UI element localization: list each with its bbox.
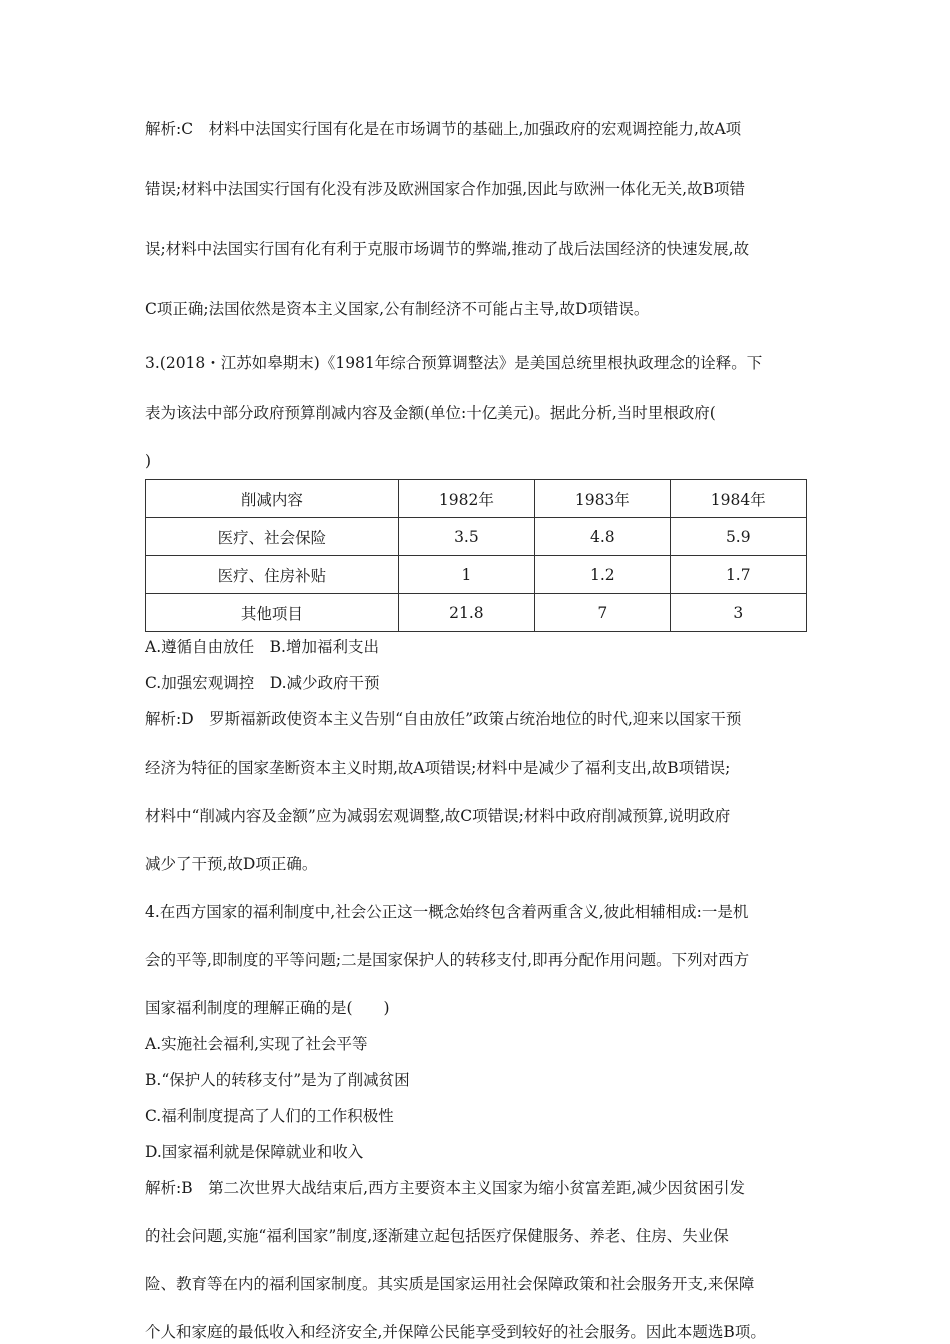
q4-option-line: A.实施社会福利,实现了社会平等 — [145, 1035, 368, 1053]
table-cell: 医疗、社会保险 — [146, 518, 399, 556]
q4-stem-line: 国家福利制度的理解正确的是( ) — [145, 999, 390, 1017]
q4-analysis-line: 的社会问题,实施“福利国家”制度,逐渐建立起包括医疗保健服务、养老、住房、失业保 — [145, 1227, 729, 1245]
q3-options — [145, 636, 810, 694]
budget-cut-table — [145, 479, 807, 632]
table-cell: 医疗、住房补贴 — [146, 556, 399, 594]
q3-analysis-line: 解析:D 罗斯福新政使资本主义告别“自由放任”政策占统治地位的时代,迎来以国家干预 — [145, 710, 742, 728]
q2-analysis-line: 错误;材料中法国实行国有化没有涉及欧洲国家合作加强,因此与欧洲一体化无关,故B项错 — [145, 180, 745, 198]
document-page — [145, 118, 810, 1343]
q3-option-line: C.加强宏观调控 D.减少政府干预 — [145, 674, 380, 692]
q4-analysis-line: 个人和家庭的最低收入和经济安全,并保障公民能享受到较好的社会服务。因此本题选B项。 — [145, 1323, 766, 1341]
table-header-cell: 1982年 — [398, 480, 534, 518]
q4-option-line: B.“保护人的转移支付”是为了削减贫困 — [145, 1071, 410, 1089]
table-row — [146, 594, 807, 632]
table-cell: 1.2 — [535, 556, 670, 594]
table-cell: 4.8 — [535, 518, 670, 556]
q2-analysis-line: 误;材料中法国实行国有化有利于克服市场调节的弊端,推动了战后法国经济的快速发展,故 — [145, 240, 750, 258]
q3-analysis-line: 材料中“削减内容及金额”应为减弱宏观调整,故C项错误;材料中政府削减预算,说明政府 — [145, 807, 731, 825]
q4-analysis-line: 险、教育等在内的福利国家制度。其实质是国家运用社会保障政策和社会服务开支,来保障 — [145, 1275, 755, 1293]
q2-analysis — [145, 118, 810, 320]
table-row — [146, 556, 807, 594]
table-cell: 21.8 — [398, 594, 534, 632]
q3-stem-line: 3.(2018・江苏如皋期末)《1981年综合预算调整法》是美国总统里根执政理念的诠释。下 — [145, 354, 763, 372]
q3-stem-line: 表为该法中部分政府预算削减内容及金额(单位:十亿美元)。据此分析,当时里根政府( — [145, 404, 716, 422]
table-header-row — [146, 480, 807, 518]
q3-option-line: A.遵循自由放任 B.增加福利支出 — [145, 638, 379, 656]
table-header-cell: 削减内容 — [146, 480, 399, 518]
q4-analysis-line: 解析:B 第二次世界大战结束后,西方主要资本主义国家为缩小贫富差距,减少因贫困引发 — [145, 1179, 745, 1197]
table-header-cell: 1984年 — [670, 480, 806, 518]
q4-option-line: D.国家福利就是保障就业和收入 — [145, 1143, 364, 1161]
q4-options — [145, 1033, 810, 1163]
q4-option-line: C.福利制度提高了人们的工作积极性 — [145, 1107, 394, 1125]
q3-stem-line: ) — [145, 452, 152, 470]
table-cell: 3.5 — [398, 518, 534, 556]
q3-analysis-line: 减少了干预,故D项正确。 — [145, 855, 318, 873]
table-cell: 7 — [535, 594, 670, 632]
table-cell: 3 — [670, 594, 806, 632]
q3-analysis — [145, 708, 810, 875]
q3-stem — [145, 352, 810, 472]
q4-analysis — [145, 1177, 810, 1343]
table-header-cell: 1983年 — [535, 480, 670, 518]
table-cell: 5.9 — [670, 518, 806, 556]
table-cell: 其他项目 — [146, 594, 399, 632]
table-row — [146, 518, 807, 556]
q3-analysis-line: 经济为特征的国家垄断资本主义时期,故A项错误;材料中是减少了福利支出,故B项错误; — [145, 759, 731, 777]
q4-stem — [145, 901, 810, 1019]
q4-stem-line: 4.在西方国家的福利制度中,社会公正这一概念始终包含着两重含义,彼此相辅相成:一是机 — [145, 903, 749, 921]
q2-analysis-line: C项正确;法国依然是资本主义国家,公有制经济不可能占主导,故D项错误。 — [145, 300, 650, 318]
q4-stem-line: 会的平等,即制度的平等问题;二是国家保护人的转移支付,即再分配作用问题。下列对西方 — [145, 951, 750, 969]
table-cell: 1 — [398, 556, 534, 594]
q2-analysis-line: 解析:C 材料中法国实行国有化是在市场调节的基础上,加强政府的宏观调控能力,故A项 — [145, 120, 742, 138]
table-cell: 1.7 — [670, 556, 806, 594]
